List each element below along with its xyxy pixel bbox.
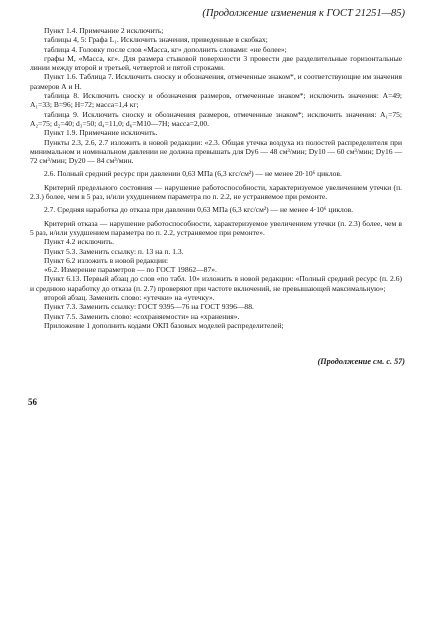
paragraph: таблицы 4, 5: Графа L₁. Исключить значения, приведенные в скобках; [44,35,268,45]
paragraph: 2.6. Полный средний ресурс при давлении 0,63 МПа (6,3 кгс/см²) — не менее 20·10⁶ циклов. [44,169,342,179]
paragraph: Пункт 6.2 изложить в новой редакции: [44,255,169,265]
paragraph: Пункт 1.6. Таблица 7. Исключить сноску и обозначения, отмеченные знаком*, и соответствующие им значения размеров А и Н. [30,72,402,91]
paragraph: Пункт 6.13. Первый абзац до слов «по табл. 10» изложить в новой редакции: «Полный средний ресурс (п. 2.6) и среднюю наработку до отказа (п. 2.7) проверяют при частоте включений, не превышающей максимальную»; [30,274,402,293]
paragraph: «6.2. Измерение параметров — по ГОСТ 19862—87». [44,265,217,275]
paragraph: Пункты 2.3, 2.6, 2.7 изложить в новой редакции: «2.3. Общая утечка воздуха из полостей распределителя при минимальном и номинальном давлении не должна превышать для Dу6 — 48 см³/мин; Dу10 — 60 см³/мин; Dу16 — 72 см³/мин; Dу20 — 84 см³/мин. [30,137,402,166]
paragraph: Пункт 5.3. Заменить ссылку: п. 13 на п. 1.3. [44,246,184,256]
paragraph: Критерий отказа — нарушение работоспособности, характеризуемое увеличением утечки (п. 2.3) более, чем в 5 раз, и/или ухудшением параметра по п. 2.2, устраняемое при ремонте». [30,218,402,237]
paragraph: 2.7. Средняя наработка до отказа при давлении 0,63 МПа (6,3 кгс/см²) — не менее 4·10⁶ циклов. [44,205,354,215]
paragraph: Пункт 7.3. Заменить ссылку: ГОСТ 9395—76 на ГОСТ 9396—88. [44,302,254,312]
page-number: 56 [28,397,37,407]
paragraph: второй абзац. Заменить слово: «утечки» на «утечку». [44,293,215,303]
paragraph: таблица 8. Исключить сноску и обозначения размеров, отмеченные знаком*; исключить значения: А=49; А₁=33; В=96; Н=72; масса=1,4 кг; [30,91,402,110]
paragraph: Пункт 1.9. Примечание исключить. [44,128,158,138]
paragraph: таблица 9. Исключить сноску и обозначения размеров, отмеченные знаком*; исключить значения: А₁=75; А₂=75; d₂=40; d₃=50; d₄=11,0; d₆=М10—7Н; масса=2,00. [30,109,402,128]
document-body [30,26,402,330]
paragraph: Пункт 7.5. Заменить слово: «сохраняемости» на «хранения». [44,311,240,321]
continued-note: (Продолжение см. с. 57) [317,357,405,366]
paragraph: графы М, «Масса, кг». Для размера стыковой поверхности 3 провести две разделительные горизонтальные линии между второй и третьей, четвертой и пятой строками. [30,53,402,73]
paragraph: Пункт 1.4. Примечание 2 исключить; [44,26,164,35]
paragraph: Пункт 4.2 исключить. [44,237,114,247]
continuation-header: (Продолжение изменения к ГОСТ 21251—85) [202,8,405,19]
paragraph: Приложение 1 дополнить кодами ОКП базовых моделей распределителей; [44,320,284,330]
paragraph: таблица 4. Головку после слов «Масса, кг» дополнить словами: «не более»; [44,44,287,54]
paragraph: Критерий предельного состояния — нарушение работоспособности, характеризуемое увеличением утечки (п. 2.3.) более, чем в 5 раз, и/или ухудшением параметра по п. 2.2, не устраняемое при ремонте. [30,182,402,202]
